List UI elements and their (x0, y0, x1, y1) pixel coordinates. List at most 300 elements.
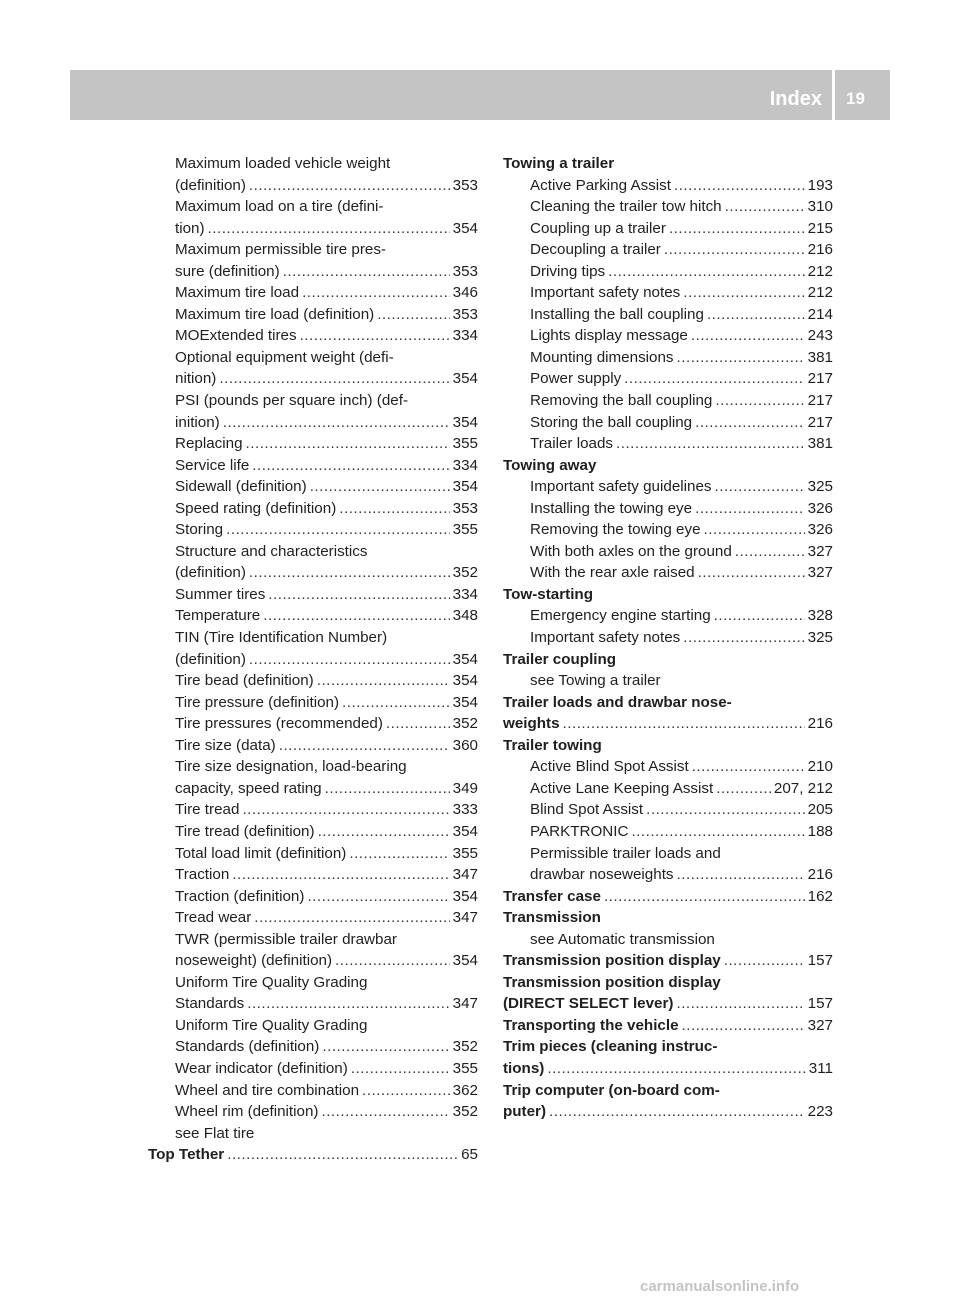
index-entry-text: TWR (permissible trailer drawbar (175, 930, 397, 948)
index-entry (148, 843, 478, 865)
index-entry-page: 354 (452, 952, 478, 970)
dot-leader (208, 218, 450, 240)
index-entry-page: 354 (452, 413, 478, 431)
index-entry (148, 778, 478, 800)
dot-leader (377, 304, 449, 326)
index-entry-page: 243 (807, 327, 833, 345)
index-entry (503, 972, 833, 994)
index-entry (503, 799, 833, 821)
index-entry-text: (definition) (175, 564, 246, 582)
index-entry-text: PARKTRONIC (530, 822, 629, 840)
index-entry-text: Transmission position display (503, 973, 721, 991)
dot-leader (219, 368, 449, 390)
dot-leader (707, 304, 805, 326)
index-entry-page: 223 (807, 1103, 833, 1121)
index-entry-page: 216 (807, 715, 833, 733)
index-entry-page: 348 (452, 607, 478, 625)
index-entry-text: Important safety guidelines (530, 478, 712, 496)
index-entry-page: 353 (452, 499, 478, 517)
dot-leader (695, 412, 805, 434)
index-entry-text: Total load limit (definition) (175, 844, 347, 862)
dot-leader (254, 907, 449, 929)
index-entry-text: Uniform Tire Quality Grading (175, 973, 368, 991)
dot-leader (249, 562, 450, 584)
index-entry (503, 412, 833, 434)
index-entry-text: Temperature (175, 607, 261, 625)
index-entry (503, 649, 833, 671)
index-entry (503, 605, 833, 627)
dot-leader (307, 886, 449, 908)
index-entry (148, 476, 478, 498)
index-entry-text: weights (503, 715, 560, 733)
index-entry-text: Trim pieces (cleaning instruc- (503, 1038, 718, 1056)
dot-leader (223, 412, 450, 434)
dot-leader (232, 864, 449, 886)
index-entry (148, 735, 478, 757)
index-entry-text: puter) (503, 1103, 547, 1121)
index-entry (148, 864, 478, 886)
index-entry (148, 756, 478, 778)
index-entry-page: 157 (807, 952, 833, 970)
index-entry (148, 412, 478, 434)
index-entry (148, 153, 478, 175)
index-entry-page: 327 (807, 564, 833, 582)
index-entry-page: 216 (807, 241, 833, 259)
dot-leader (249, 175, 450, 197)
index-entry (148, 325, 478, 347)
index-entry-page: 354 (452, 887, 478, 905)
index-entry-page: 217 (807, 392, 833, 410)
index-entry-text: Important safety notes (530, 629, 681, 647)
dot-leader (268, 584, 449, 606)
index-entry (503, 325, 833, 347)
dot-leader (624, 368, 804, 390)
index-entry (503, 261, 833, 283)
index-entry-text: Replacing (175, 435, 243, 453)
index-entry (148, 605, 478, 627)
index-entry-text: Important safety notes (530, 284, 681, 302)
index-entry-page: 326 (807, 521, 833, 539)
index-entry-text: Driving tips (530, 262, 606, 280)
dot-leader (335, 950, 450, 972)
dot-leader (318, 821, 450, 843)
index-entry-text: With the rear axle raised (530, 564, 695, 582)
index-entry-page: 325 (807, 478, 833, 496)
dot-leader (322, 1036, 449, 1058)
index-entry (503, 433, 833, 455)
dot-leader (362, 1080, 450, 1102)
dot-leader (676, 993, 804, 1015)
index-entry-text: Trip computer (on-board com- (503, 1081, 720, 1099)
index-entry-text: Standards (definition) (175, 1038, 320, 1056)
index-entry (148, 1101, 478, 1123)
index-entry-text: see Automatic transmission (530, 930, 715, 948)
index-entry (148, 670, 478, 692)
index-entry (503, 390, 833, 412)
index-entry (148, 239, 478, 261)
index-entry-text: Uniform Tire Quality Grading (175, 1016, 368, 1034)
index-entry-page: 215 (807, 219, 833, 237)
dot-leader (547, 1058, 805, 1080)
dot-leader (351, 1058, 450, 1080)
index-entry (503, 196, 833, 218)
index-entry-text: (DIRECT SELECT lever) (503, 995, 674, 1013)
index-entry (148, 175, 478, 197)
index-entry-text: Trailer towing (503, 736, 602, 754)
index-entry-text: Wear indicator (definition) (175, 1059, 348, 1077)
index-entry-text: Installing the ball coupling (530, 305, 704, 323)
index-entry (503, 1058, 833, 1080)
index-entry-text: Speed rating (definition) (175, 499, 337, 517)
index-entry (148, 1144, 478, 1166)
index-entry (148, 282, 478, 304)
index-entry-text: Optional equipment weight (defi- (175, 348, 394, 366)
dot-leader (646, 799, 805, 821)
index-entry-page: 360 (452, 736, 478, 754)
dot-leader (279, 735, 450, 757)
index-entry (148, 433, 478, 455)
dot-leader (664, 239, 805, 261)
index-entry-text: Service life (175, 456, 250, 474)
index-entry-page: 217 (807, 413, 833, 431)
dot-leader (677, 347, 805, 369)
index-entry-page: 193 (807, 176, 833, 194)
index-entry-text: Maximum load on a tire (defini- (175, 198, 384, 216)
index-entry (148, 972, 478, 994)
dot-leader (714, 605, 805, 627)
index-entry-text: Tire tread (definition) (175, 822, 315, 840)
dot-leader (247, 993, 449, 1015)
index-entry-page: 353 (452, 176, 478, 194)
index-entry (148, 1058, 478, 1080)
index-entry (503, 929, 833, 951)
dot-leader (300, 325, 450, 347)
index-entry-page: 355 (452, 521, 478, 539)
index-entry (148, 541, 478, 563)
index-entry-text: (definition) (175, 650, 246, 668)
dot-leader (692, 756, 805, 778)
dot-leader (683, 282, 804, 304)
index-entry-text: see Towing a trailer (530, 672, 661, 690)
index-entry-page: 352 (452, 1103, 478, 1121)
index-entry-text: PSI (pounds per square inch) (def- (175, 392, 408, 410)
index-entry (503, 368, 833, 390)
index-entry-text: Trailer loads and drawbar nose- (503, 693, 732, 711)
dot-leader (604, 886, 805, 908)
dot-leader (325, 778, 450, 800)
dot-leader (349, 843, 449, 865)
index-entry (148, 519, 478, 541)
index-entry (503, 821, 833, 843)
dot-leader (715, 476, 805, 498)
index-entry (503, 347, 833, 369)
index-entry (148, 196, 478, 218)
dot-leader (735, 541, 805, 563)
index-entry-text: Trailer coupling (503, 650, 617, 668)
dot-leader (669, 218, 805, 240)
index-entry-text: Storing (175, 521, 224, 539)
index-entry-text: capacity, speed rating (175, 779, 322, 797)
watermark: carmanualsonline.info (640, 1278, 800, 1295)
index-entry-text: Transmission (503, 909, 601, 927)
index-entry-text: Tire bead (definition) (175, 672, 314, 690)
dot-leader (683, 627, 804, 649)
index-entry (503, 239, 833, 261)
index-entry-text: Active Parking Assist (530, 176, 671, 194)
index-entry-text: Installing the towing eye (530, 499, 693, 517)
index-entry-text: Summer tires (175, 585, 266, 603)
dot-leader (342, 692, 450, 714)
index-entry-page: 214 (807, 305, 833, 323)
index-entry-text: drawbar noseweights (530, 866, 674, 884)
index-entry-page: 353 (452, 262, 478, 280)
index-entry-page: 355 (452, 435, 478, 453)
index-entry (148, 584, 478, 606)
dot-leader (725, 196, 805, 218)
index-entry-text: Maximum loaded vehicle weight (175, 155, 391, 172)
dot-leader (317, 670, 450, 692)
index-entry (503, 562, 833, 584)
index-entry (503, 282, 833, 304)
index-entry (148, 304, 478, 326)
index-entry (148, 649, 478, 671)
index-entry (503, 950, 833, 972)
index-entry (503, 1101, 833, 1123)
index-entry (503, 455, 833, 477)
index-entry-text: Towing a trailer (503, 155, 615, 172)
index-entry (148, 498, 478, 520)
index-entry-page: 162 (807, 887, 833, 905)
dot-leader (310, 476, 450, 498)
dot-leader (252, 455, 449, 477)
index-entry-text: nition) (175, 370, 217, 388)
dot-leader (608, 261, 805, 283)
index-entry-page: 311 (808, 1059, 833, 1077)
dot-leader (715, 390, 804, 412)
index-entry (503, 907, 833, 929)
index-entry (148, 821, 478, 843)
index-entry-text: With both axles on the ground (530, 542, 732, 560)
index-entry-page: 354 (452, 693, 478, 711)
index-entry (503, 843, 833, 865)
index-entry (148, 692, 478, 714)
index-entry-text: Tow-starting (503, 585, 593, 603)
index-entry (148, 627, 478, 649)
index-entry-text: Power supply (530, 370, 622, 388)
index-entry-text: Transmission position display (503, 952, 721, 970)
index-entry-page: 381 (807, 435, 833, 453)
dot-leader (549, 1101, 805, 1123)
index-entry-text: Permissible trailer loads and (530, 844, 721, 862)
index-entry-text: Maximum tire load (definition) (175, 305, 375, 323)
index-entry (503, 218, 833, 240)
index-entry-page: 334 (452, 456, 478, 474)
header-divider (832, 70, 835, 120)
index-entry-text: Mounting dimensions (530, 348, 674, 366)
index-entry (503, 1080, 833, 1102)
index-entry (503, 584, 833, 606)
index-entry-page: 362 (452, 1081, 478, 1099)
dot-leader (283, 261, 450, 283)
index-entry (503, 627, 833, 649)
index-entry-text: MOExtended tires (175, 327, 297, 345)
index-entry-page: 354 (452, 822, 478, 840)
index-entry-page: 349 (452, 779, 478, 797)
index-entry (503, 735, 833, 757)
index-entry-page: 354 (452, 650, 478, 668)
index-entry (503, 519, 833, 541)
index-entry-text: Emergency engine starting (530, 607, 711, 625)
index-entry-text: Transfer case (503, 887, 601, 905)
index-entry-text: Wheel and tire combination (175, 1081, 360, 1099)
index-entry (503, 993, 833, 1015)
dot-leader (246, 433, 450, 455)
index-entry-page: 326 (807, 499, 833, 517)
index-entry (503, 476, 833, 498)
index-entry-text: tion) (175, 219, 205, 237)
index-entry (148, 799, 478, 821)
index-column-right (503, 153, 833, 1123)
index-entry-page: 205 (807, 801, 833, 819)
index-entry (503, 886, 833, 908)
dot-leader (249, 649, 450, 671)
index-entry-page: 327 (807, 542, 833, 560)
dot-leader (691, 325, 805, 347)
index-entry (503, 304, 833, 326)
index-entry-text: Tire size (data) (175, 736, 276, 754)
dot-leader (386, 713, 450, 735)
index-entry (503, 1036, 833, 1058)
index-entry-text: Active Blind Spot Assist (530, 758, 689, 776)
index-entry-page: 207, 212 (773, 779, 833, 797)
dot-leader (698, 562, 805, 584)
index-entry-page: 212 (807, 262, 833, 280)
index-entry-text: Cleaning the trailer tow hitch (530, 198, 722, 216)
dot-leader (242, 799, 449, 821)
index-entry (148, 1080, 478, 1102)
index-entry-page: 327 (807, 1016, 833, 1034)
dot-leader (677, 864, 805, 886)
index-entry-page: 354 (452, 672, 478, 690)
index-entry-text: Active Lane Keeping Assist (530, 779, 714, 797)
index-entry-text: Tire pressures (recommended) (175, 715, 383, 733)
index-entry-text: Maximum tire load (175, 284, 300, 302)
index-entry-page: 354 (452, 370, 478, 388)
index-entry-page: 212 (807, 284, 833, 302)
index-entry (148, 562, 478, 584)
index-entry-text: Blind Spot Assist (530, 801, 644, 819)
index-entry (503, 670, 833, 692)
index-entry (148, 218, 478, 240)
index-entry (503, 692, 833, 714)
dot-leader (227, 1144, 458, 1166)
dot-leader (716, 778, 771, 800)
index-entry-text: Tire size designation, load-bearing (175, 758, 407, 776)
index-entry-text: Lights display message (530, 327, 688, 345)
index-entry-page: 188 (807, 822, 833, 840)
dot-leader (695, 498, 805, 520)
index-column-left (148, 153, 478, 1166)
index-entry-text: Decoupling a trailer (530, 241, 661, 259)
index-entry-text: tions) (503, 1059, 545, 1077)
index-entry-text: Traction (175, 866, 230, 884)
index-entry-text: see Flat tire (175, 1124, 255, 1142)
index-entry-page: 334 (452, 585, 478, 603)
dot-leader (724, 950, 805, 972)
index-entry-page: 217 (807, 370, 833, 388)
index-entry-page: 347 (452, 995, 478, 1013)
index-entry-text: Structure and characteristics (175, 542, 368, 560)
index-entry (503, 1015, 833, 1037)
index-entry-text: Removing the ball coupling (530, 392, 713, 410)
index-entry (148, 713, 478, 735)
index-entry (503, 175, 833, 197)
dot-leader (674, 175, 805, 197)
dot-leader (339, 498, 449, 520)
index-entry-page: 381 (807, 348, 833, 366)
dot-leader (704, 519, 805, 541)
index-entry-page: 355 (452, 844, 478, 862)
index-entry (148, 1123, 478, 1145)
index-entry (148, 950, 478, 972)
index-entry (148, 886, 478, 908)
index-entry-text: inition) (175, 413, 220, 431)
index-entry-page: 216 (807, 866, 833, 884)
dot-leader (631, 821, 804, 843)
index-entry-page: 352 (452, 1038, 478, 1056)
index-entry-text: (definition) (175, 176, 246, 194)
index-entry-page: 355 (452, 1059, 478, 1077)
index-entry-text: Coupling up a trailer (530, 219, 666, 237)
index-entry-text: noseweight) (definition) (175, 952, 333, 970)
dot-leader (226, 519, 450, 541)
dot-leader (321, 1101, 449, 1123)
index-entry (503, 541, 833, 563)
index-entry-page: 352 (452, 564, 478, 582)
index-entry-text: Tire pressure (definition) (175, 693, 340, 711)
dot-leader (616, 433, 805, 455)
index-entry-text: Traction (definition) (175, 887, 305, 905)
index-entry-text: sure (definition) (175, 262, 280, 280)
index-entry-text: Top Tether (148, 1146, 225, 1164)
index-entry (148, 390, 478, 412)
index-entry (503, 498, 833, 520)
index-entry-page: 346 (452, 284, 478, 302)
index-entry (148, 261, 478, 283)
index-entry-page: 310 (807, 198, 833, 216)
index-entry-text: TIN (Tire Identification Number) (175, 629, 388, 647)
index-entry-text: Standards (175, 995, 245, 1013)
index-entry (503, 864, 833, 886)
dot-leader (682, 1015, 805, 1037)
index-entry (503, 153, 833, 175)
index-entry (503, 778, 833, 800)
index-entry-text: Trailer loads (530, 435, 613, 453)
index-entry-page: 354 (452, 219, 478, 237)
index-entry (148, 929, 478, 951)
index-entry (148, 455, 478, 477)
index-entry-page: 157 (807, 995, 833, 1013)
index-entry-text: Tire tread (175, 801, 240, 819)
index-entry-text: Sidewall (definition) (175, 478, 307, 496)
index-entry (148, 368, 478, 390)
index-entry-page: 353 (452, 305, 478, 323)
index-entry (503, 713, 833, 735)
index-entry (148, 1036, 478, 1058)
index-entry-page: 352 (452, 715, 478, 733)
header-title: Index (769, 88, 822, 110)
index-entry-page: 347 (452, 909, 478, 927)
